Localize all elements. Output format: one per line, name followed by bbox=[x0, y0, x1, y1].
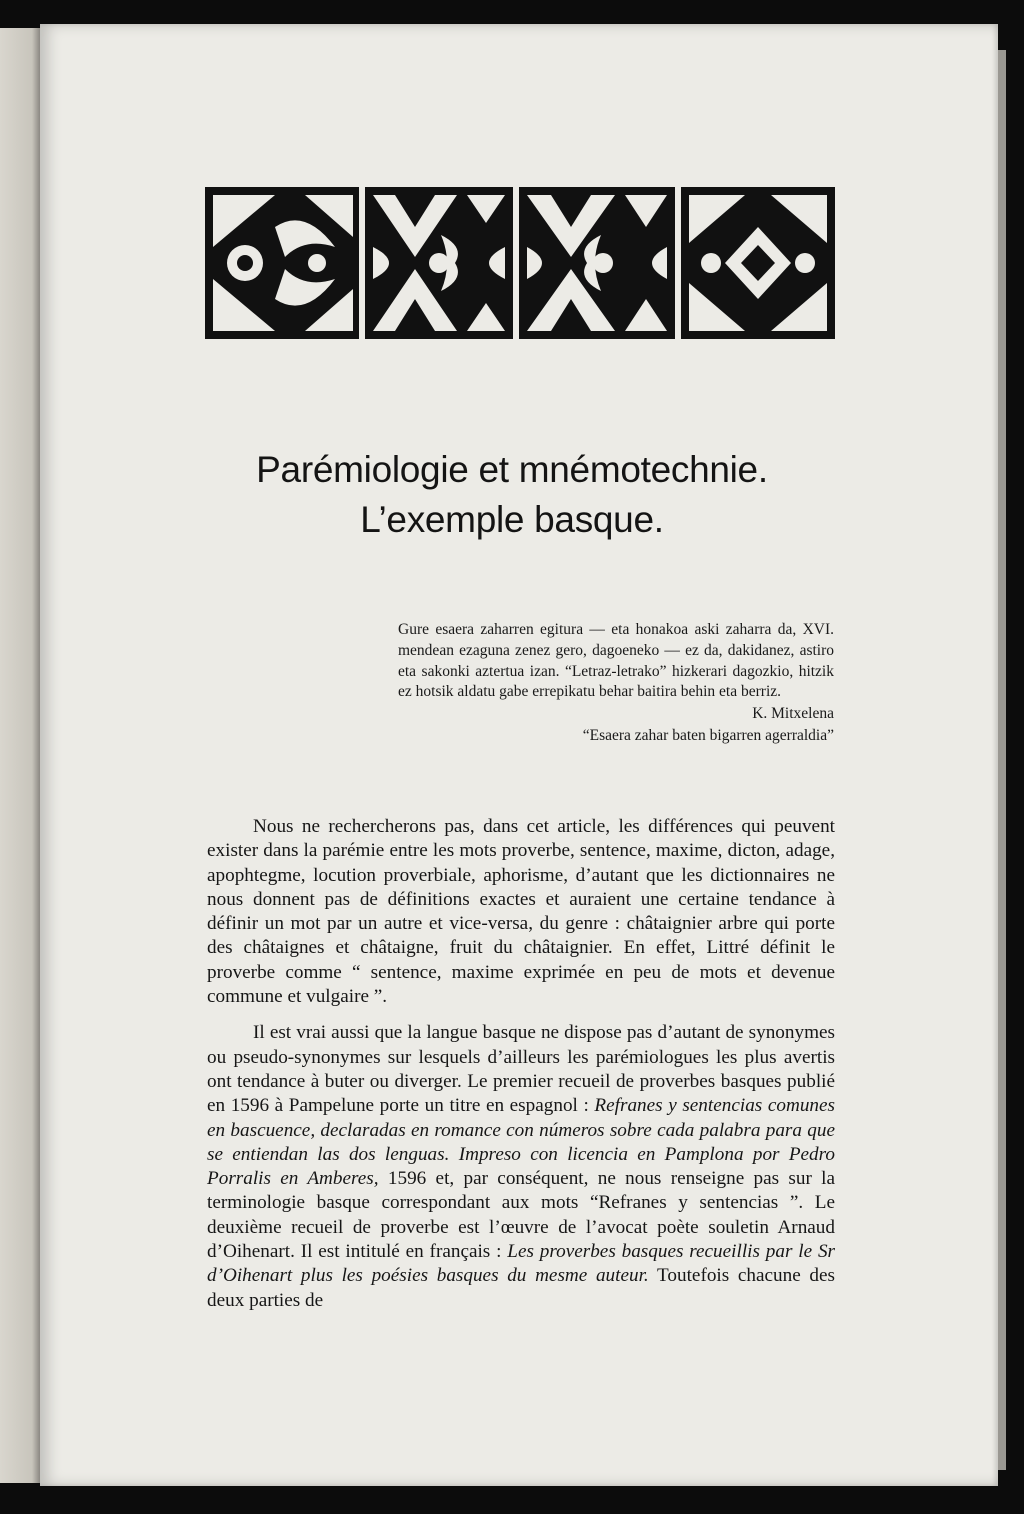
paragraph-2-text-b: 1596 et, par conséquent, ne nous renseigne pas sur la terminologie basque correspondant aux mots “Refranes y sentencias ”. Le deuxième recueil de proverbe est l’œuvre de l’avocat poète souletin Arnaud d’Oihenart. Il est intitulé en français : bbox=[207, 1168, 835, 1263]
article-title bbox=[150, 445, 874, 545]
paragraph-2-italic-title-1: Refranes y sentencias comunes en bascuence, declaradas en romance con números sobre cada palabra para que se entiendan las dos lenguas. Impreso con licencia en Pamplona por Pedro Porralis en Amberes, bbox=[207, 1095, 835, 1190]
title-line-2: L’exemple basque. bbox=[360, 499, 664, 540]
paragraph-2 bbox=[207, 1021, 835, 1313]
paragraph-2-italic-title-2: Les proverbes basques recueillis par le Sr d’Oihenart plus les poésies basques du mesme auteur. bbox=[207, 1241, 836, 1287]
epigraph bbox=[398, 620, 834, 747]
title-line-1: Parémiologie et mnémotechnie. bbox=[256, 449, 768, 490]
epigraph-source: “Esaera zahar baten bigarren agerraldia” bbox=[582, 726, 834, 744]
paragraph-1: Nous ne rechercherons pas, dans cet article, les différences qui peuvent exister dans la parémie entre les mots proverbe, sentence, maxime, dicton, adage, apophtegme, locution proverbiale, aphorisme, d’autant que les dictionnaires ne nous donnent pas de définitions exactes et auraient une certaine tendance à définir un mot par un autre et vice-versa, du genre : châtaignier arbre qui porte des châtaignes et châtaigne, fruit du châtaignier. En effet, Littré définit le proverbe comme “ sentence, maxime exprimée en peu de mots et devenue commune et vulgaire ”. bbox=[207, 816, 835, 1008]
basque-ornament-icon bbox=[205, 187, 835, 339]
article-body bbox=[207, 815, 835, 1325]
epigraph-text: Gure esaera zaharren egitura — eta honakoa aski zaharra da, XVI. mendean ezaguna zenez gero, dagoeneko — ez da, dakidanez, astiro eta sakonki aztertua izan. “Letraz-letrako” hizkerari dagozkio, hitzik ez hotsik aldatu gabe errepikatu behar baitira behin eta berriz. bbox=[398, 621, 834, 701]
paragraph-2-text-a: Il est vrai aussi que la langue basque ne dispose pas d’autant de synonymes ou pseudo-synonymes sur lesquels d’ailleurs les parémiologues les plus avertis ont tendance à buter ou diverger. Le premier recueil de proverbes basques publié en 1596 à Pampelune porte un titre en espagnol : bbox=[207, 1022, 835, 1117]
paragraph-2-text-c: Toutefois chacune des deux parties de bbox=[207, 1265, 835, 1311]
epigraph-author: K. Mitxelena bbox=[752, 705, 834, 723]
adjacent-page-edge bbox=[0, 28, 40, 1483]
page-edge-strip bbox=[998, 50, 1006, 1470]
